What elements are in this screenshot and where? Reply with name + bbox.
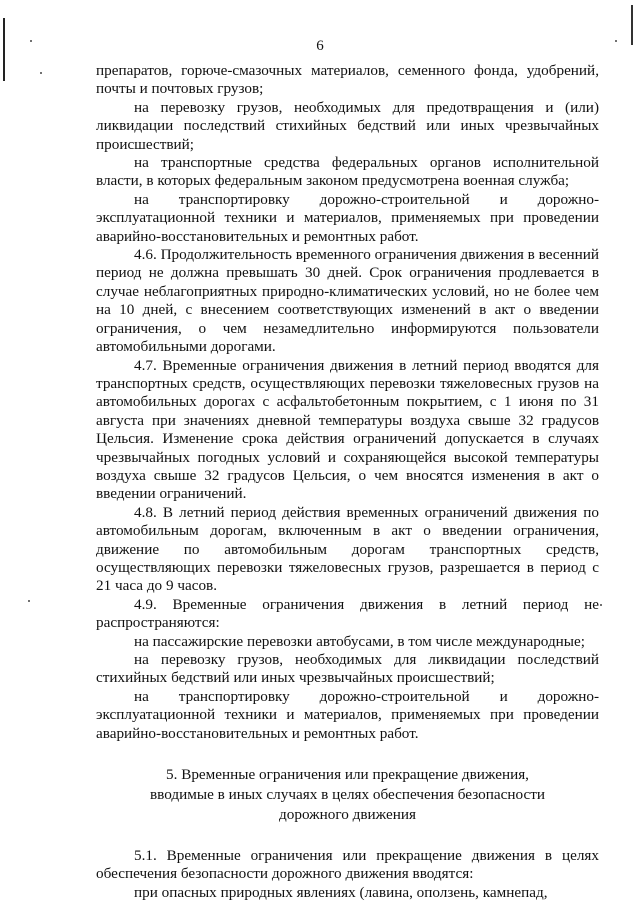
paragraph: на транспортные средства федеральных органов исполнительной власти, в которых федеральным законом предусмотрена военная служба; (96, 154, 599, 190)
paragraph: при опасных природных явлениях (лавина, оползень, камнепад, (134, 883, 548, 901)
paragraph-4-8: 4.8. В летний период действия временных ограничений движения по автомобильным дорогам, включенным в акт о введении ограничения, движение по автомобильным дорогам транспортных средств, осуществляющих перевозки тяжеловесных грузов, разрешается в период с 21 часа до 9 часов. (96, 503, 599, 595)
paragraph: препаратов, горюче-смазочных материалов, семенного фонда, удобрений, почты и почтовых грузов; (96, 62, 599, 98)
paragraph-4-7: 4.7. Временные ограничения движения в летний период вводятся для транспортных средств, осуществляющих перевозки тяжеловесных грузов на автомобильных дорогах с асфальтобетонным покрытием, с 1 июня по 31 августа при значениях дневной температуры воздуха свыше 32 градусов Цельсия. Изменение срока действия ограничений допускается в случаях чрезвычайных погодных условий и сохраняющейся высокой температуры воздуха свыше 32 градусов Цельсия, о чем вносятся изменения в акт о введении ограничений. (96, 356, 599, 503)
paragraph-4-6: 4.6. Продолжительность временного ограничения движения в весенний период не должна превышать 30 дней. Срок ограничения продлевается в случае неблагоприятных природно-климатических условий, но не более чем на 10 дней, с внесением соответствующих изменений в акт о введении ограничения, о чем незамедлительно информируются пользователи автомобильными дорогами. (96, 246, 599, 356)
section-heading (96, 765, 599, 825)
scan-speck (40, 72, 42, 74)
scan-speck (600, 604, 602, 606)
document-body (96, 62, 599, 902)
section-heading-line: вводимые в иных случаях в целях обеспечения безопасности (150, 786, 545, 804)
paragraph: на транспортировку дорожно-строительной и дорожно-эксплуатационной техники и материалов, применяемых при проведении аварийно-восстановительных и ремонтных работ. (96, 190, 599, 245)
page-number: 6 (316, 38, 324, 54)
paragraph-4-9: 4.9. Временные ограничения движения в летний период не распространяются: (96, 595, 599, 632)
paragraph-5-1: 5.1. Временные ограничения или прекращение движения в целях обеспечения безопасности дорожного движения вводятся: (96, 847, 599, 883)
scan-speck (28, 600, 30, 602)
paragraph: на перевозку грузов, необходимых для предотвращения и (или) ликвидации последствий стихийных бедствий или иных чрезвычайных происшествий; (96, 98, 599, 153)
section-heading-line: 5. Временные ограничения или прекращение движения, (166, 766, 529, 784)
paragraph: на транспортировку дорожно-строительной и дорожно-эксплуатационной техники и материалов, применяемых при проведении аварийно-восстановительных и ремонтных работ. (96, 687, 599, 742)
section-heading-line: дорожного движения (279, 806, 416, 824)
paragraph: на пассажирские перевозки автобусами, в том числе международные; (134, 632, 585, 650)
paragraph: на перевозку грузов, необходимых для ликвидации последствий стихийных бедствий или иных чрезвычайных происшествий; (96, 651, 599, 687)
